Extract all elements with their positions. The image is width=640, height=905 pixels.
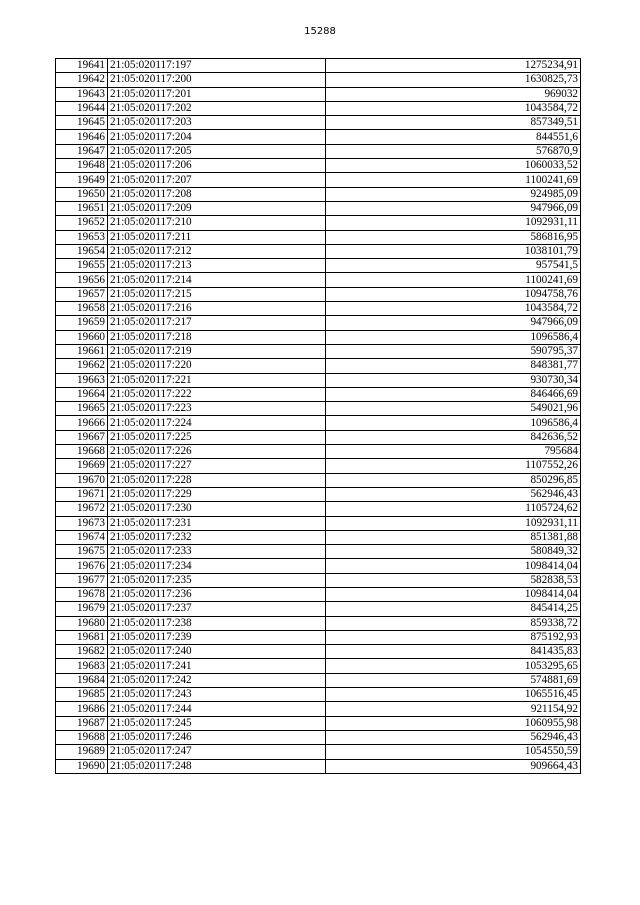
cadastral-number-cell: 21:05:020117:215 <box>108 287 326 301</box>
cadastral-number-cell: 21:05:020117:210 <box>108 216 326 230</box>
cadastral-value-cell: 562946,43 <box>326 730 581 744</box>
cadastral-value-cell: 1038101,79 <box>326 244 581 258</box>
row-number-cell: 19658 <box>56 302 108 316</box>
cadastral-number-cell: 21:05:020117:202 <box>108 101 326 115</box>
cadastral-value-cell: 1054550,59 <box>326 745 581 759</box>
cadastral-value-cell: 1096586,4 <box>326 330 581 344</box>
cadastral-number-cell: 21:05:020117:232 <box>108 530 326 544</box>
cadastral-number-cell: 21:05:020117:233 <box>108 545 326 559</box>
row-number-cell: 19678 <box>56 587 108 601</box>
cadastral-number-cell: 21:05:020117:248 <box>108 759 326 773</box>
cadastral-value-cell: 795684 <box>326 445 581 459</box>
cadastral-value-cell: 947966,09 <box>326 316 581 330</box>
cadastral-number-cell: 21:05:020117:231 <box>108 516 326 530</box>
cadastral-number-cell: 21:05:020117:214 <box>108 273 326 287</box>
table-row <box>56 259 581 273</box>
cadastral-value-cell: 841435,83 <box>326 645 581 659</box>
cadastral-value-cell: 1094758,76 <box>326 287 581 301</box>
cadastral-value-cell: 842636,52 <box>326 430 581 444</box>
cadastral-number-cell: 21:05:020117:216 <box>108 302 326 316</box>
cadastral-number-cell: 21:05:020117:230 <box>108 502 326 516</box>
cadastral-number-cell: 21:05:020117:206 <box>108 159 326 173</box>
row-number-cell: 19651 <box>56 201 108 215</box>
row-number-cell: 19669 <box>56 459 108 473</box>
cadastral-number-cell: 21:05:020117:240 <box>108 645 326 659</box>
cadastral-value-cell: 582838,53 <box>326 573 581 587</box>
table-row <box>56 344 581 358</box>
cadastral-value-cell: 924985,09 <box>326 187 581 201</box>
table-row <box>56 402 581 416</box>
row-number-cell: 19645 <box>56 116 108 130</box>
table-row <box>56 659 581 673</box>
row-number-cell: 19647 <box>56 144 108 158</box>
cadastral-number-cell: 21:05:020117:245 <box>108 716 326 730</box>
table-row <box>56 73 581 87</box>
cadastral-value-cell: 1630825,73 <box>326 73 581 87</box>
cadastral-value-cell: 848381,77 <box>326 359 581 373</box>
row-number-cell: 19686 <box>56 702 108 716</box>
cadastral-number-cell: 21:05:020117:242 <box>108 673 326 687</box>
row-number-cell: 19675 <box>56 545 108 559</box>
table-row <box>56 702 581 716</box>
row-number-cell: 19674 <box>56 530 108 544</box>
cadastral-value-cell: 1098414,04 <box>326 559 581 573</box>
row-number-cell: 19653 <box>56 230 108 244</box>
cadastral-number-cell: 21:05:020117:235 <box>108 573 326 587</box>
row-number-cell: 19641 <box>56 59 108 73</box>
cadastral-value-cell: 1100241,69 <box>326 173 581 187</box>
cadastral-number-cell: 21:05:020117:220 <box>108 359 326 373</box>
table-row <box>56 373 581 387</box>
cadastral-number-cell: 21:05:020117:226 <box>108 445 326 459</box>
cadastral-value-cell: 947966,09 <box>326 201 581 215</box>
row-number-cell: 19663 <box>56 373 108 387</box>
table-row <box>56 487 581 501</box>
row-number-cell: 19668 <box>56 445 108 459</box>
row-number-cell: 19684 <box>56 673 108 687</box>
table-row <box>56 59 581 73</box>
cadastral-number-cell: 21:05:020117:247 <box>108 745 326 759</box>
row-number-cell: 19660 <box>56 330 108 344</box>
cadastral-value-cell: 957541,5 <box>326 259 581 273</box>
cadastral-number-cell: 21:05:020117:227 <box>108 459 326 473</box>
cadastral-value-cell: 1107552,26 <box>326 459 581 473</box>
cadastral-number-cell: 21:05:020117:209 <box>108 201 326 215</box>
table-row <box>56 445 581 459</box>
row-number-cell: 19690 <box>56 759 108 773</box>
table-row <box>56 530 581 544</box>
cadastral-value-cell: 1105724,62 <box>326 502 581 516</box>
table-row <box>56 545 581 559</box>
cadastral-number-cell: 21:05:020117:213 <box>108 259 326 273</box>
cadastral-number-cell: 21:05:020117:239 <box>108 630 326 644</box>
table-row <box>56 359 581 373</box>
row-number-cell: 19661 <box>56 344 108 358</box>
row-number-cell: 19643 <box>56 87 108 101</box>
table-row <box>56 87 581 101</box>
row-number-cell: 19659 <box>56 316 108 330</box>
table-row <box>56 430 581 444</box>
row-number-cell: 19648 <box>56 159 108 173</box>
table-row <box>56 387 581 401</box>
cadastral-number-cell: 21:05:020117:237 <box>108 602 326 616</box>
table-row <box>56 730 581 744</box>
cadastral-value-cell: 1100241,69 <box>326 273 581 287</box>
table-row <box>56 559 581 573</box>
cadastral-value-cell: 850296,85 <box>326 473 581 487</box>
row-number-cell: 19652 <box>56 216 108 230</box>
row-number-cell: 19689 <box>56 745 108 759</box>
table-row <box>56 101 581 115</box>
cadastral-number-cell: 21:05:020117:221 <box>108 373 326 387</box>
table-row <box>56 473 581 487</box>
cadastral-value-cell: 586816,95 <box>326 230 581 244</box>
cadastral-number-cell: 21:05:020117:218 <box>108 330 326 344</box>
row-number-cell: 19667 <box>56 430 108 444</box>
table-row <box>56 201 581 215</box>
table-body <box>56 59 581 774</box>
table-row <box>56 273 581 287</box>
table-row <box>56 502 581 516</box>
cadastral-number-cell: 21:05:020117:204 <box>108 130 326 144</box>
cadastral-number-cell: 21:05:020117:228 <box>108 473 326 487</box>
row-number-cell: 19666 <box>56 416 108 430</box>
cadastral-value-cell: 580849,32 <box>326 545 581 559</box>
table-row <box>56 159 581 173</box>
row-number-cell: 19670 <box>56 473 108 487</box>
cadastral-number-cell: 21:05:020117:197 <box>108 59 326 73</box>
cadastral-value-cell: 1053295,65 <box>326 659 581 673</box>
cadastral-number-cell: 21:05:020117:200 <box>108 73 326 87</box>
cadastral-value-cell: 1043584,72 <box>326 302 581 316</box>
cadastral-value-cell: 574881,69 <box>326 673 581 687</box>
row-number-cell: 19665 <box>56 402 108 416</box>
row-number-cell: 19688 <box>56 730 108 744</box>
row-number-cell: 19656 <box>56 273 108 287</box>
cadastral-number-cell: 21:05:020117:244 <box>108 702 326 716</box>
row-number-cell: 19649 <box>56 173 108 187</box>
table-row <box>56 216 581 230</box>
row-number-cell: 19657 <box>56 287 108 301</box>
row-number-cell: 19650 <box>56 187 108 201</box>
cadastral-value-cell: 576870,9 <box>326 144 581 158</box>
row-number-cell: 19683 <box>56 659 108 673</box>
cadastral-number-cell: 21:05:020117:238 <box>108 616 326 630</box>
cadastral-number-cell: 21:05:020117:243 <box>108 688 326 702</box>
table-row <box>56 116 581 130</box>
cadastral-number-cell: 21:05:020117:229 <box>108 487 326 501</box>
cadastral-number-cell: 21:05:020117:222 <box>108 387 326 401</box>
cadastral-value-cell: 562946,43 <box>326 487 581 501</box>
cadastral-number-cell: 21:05:020117:207 <box>108 173 326 187</box>
cadastral-number-cell: 21:05:020117:236 <box>108 587 326 601</box>
cadastral-value-cell: 857349,51 <box>326 116 581 130</box>
row-number-cell: 19687 <box>56 716 108 730</box>
table-row <box>56 459 581 473</box>
cadastral-value-cell: 921154,92 <box>326 702 581 716</box>
table-row <box>56 602 581 616</box>
cadastral-value-cell: 1060955,98 <box>326 716 581 730</box>
table-row <box>56 173 581 187</box>
cadastral-number-cell: 21:05:020117:217 <box>108 316 326 330</box>
table-row <box>56 516 581 530</box>
row-number-cell: 19672 <box>56 502 108 516</box>
table-row <box>56 330 581 344</box>
row-number-cell: 19655 <box>56 259 108 273</box>
cadastral-value-cell: 909664,43 <box>326 759 581 773</box>
table-row <box>56 759 581 773</box>
cadastral-value-cell: 844551,6 <box>326 130 581 144</box>
row-number-cell: 19685 <box>56 688 108 702</box>
table-row <box>56 573 581 587</box>
cadastral-value-cell: 1275234,91 <box>326 59 581 73</box>
cadastral-value-cell: 846466,69 <box>326 387 581 401</box>
cadastral-number-cell: 21:05:020117:224 <box>108 416 326 430</box>
cadastral-value-cell: 1065516,45 <box>326 688 581 702</box>
cadastral-value-cell: 1096586,4 <box>326 416 581 430</box>
row-number-cell: 19680 <box>56 616 108 630</box>
cadastral-value-table <box>55 58 581 774</box>
cadastral-value-cell: 859338,72 <box>326 616 581 630</box>
cadastral-number-cell: 21:05:020117:246 <box>108 730 326 744</box>
table-row <box>56 302 581 316</box>
row-number-cell: 19681 <box>56 630 108 644</box>
row-number-cell: 19664 <box>56 387 108 401</box>
table-row <box>56 630 581 644</box>
table-row <box>56 230 581 244</box>
table-row <box>56 187 581 201</box>
table-row <box>56 616 581 630</box>
table-row <box>56 745 581 759</box>
cadastral-number-cell: 21:05:020117:241 <box>108 659 326 673</box>
cadastral-number-cell: 21:05:020117:212 <box>108 244 326 258</box>
table-row <box>56 287 581 301</box>
table-row <box>56 416 581 430</box>
row-number-cell: 19654 <box>56 244 108 258</box>
cadastral-value-cell: 590795,37 <box>326 344 581 358</box>
cadastral-value-cell: 1098414,04 <box>326 587 581 601</box>
row-number-cell: 19677 <box>56 573 108 587</box>
cadastral-value-cell: 1043584,72 <box>326 101 581 115</box>
row-number-cell: 19642 <box>56 73 108 87</box>
row-number-cell: 19644 <box>56 101 108 115</box>
cadastral-number-cell: 21:05:020117:203 <box>108 116 326 130</box>
cadastral-number-cell: 21:05:020117:219 <box>108 344 326 358</box>
table-row <box>56 130 581 144</box>
table-row <box>56 244 581 258</box>
cadastral-value-cell: 1060033,52 <box>326 159 581 173</box>
cadastral-number-cell: 21:05:020117:234 <box>108 559 326 573</box>
row-number-cell: 19671 <box>56 487 108 501</box>
cadastral-number-cell: 21:05:020117:211 <box>108 230 326 244</box>
page-number: 15288 <box>304 26 336 37</box>
cadastral-value-cell: 875192,93 <box>326 630 581 644</box>
cadastral-value-cell: 1092931,11 <box>326 216 581 230</box>
table-row <box>56 645 581 659</box>
table-row <box>56 688 581 702</box>
cadastral-value-cell: 969032 <box>326 87 581 101</box>
cadastral-value-cell: 549021,96 <box>326 402 581 416</box>
row-number-cell: 19679 <box>56 602 108 616</box>
cadastral-number-cell: 21:05:020117:205 <box>108 144 326 158</box>
cadastral-number-cell: 21:05:020117:225 <box>108 430 326 444</box>
cadastral-number-cell: 21:05:020117:208 <box>108 187 326 201</box>
cadastral-number-cell: 21:05:020117:201 <box>108 87 326 101</box>
cadastral-value-cell: 845414,25 <box>326 602 581 616</box>
table-row <box>56 587 581 601</box>
table-row <box>56 144 581 158</box>
table-row <box>56 716 581 730</box>
row-number-cell: 19662 <box>56 359 108 373</box>
cadastral-value-cell: 851381,88 <box>326 530 581 544</box>
row-number-cell: 19673 <box>56 516 108 530</box>
table-row <box>56 316 581 330</box>
cadastral-value-cell: 1092931,11 <box>326 516 581 530</box>
row-number-cell: 19682 <box>56 645 108 659</box>
row-number-cell: 19646 <box>56 130 108 144</box>
cadastral-number-cell: 21:05:020117:223 <box>108 402 326 416</box>
row-number-cell: 19676 <box>56 559 108 573</box>
table-row <box>56 673 581 687</box>
cadastral-value-cell: 930730,34 <box>326 373 581 387</box>
